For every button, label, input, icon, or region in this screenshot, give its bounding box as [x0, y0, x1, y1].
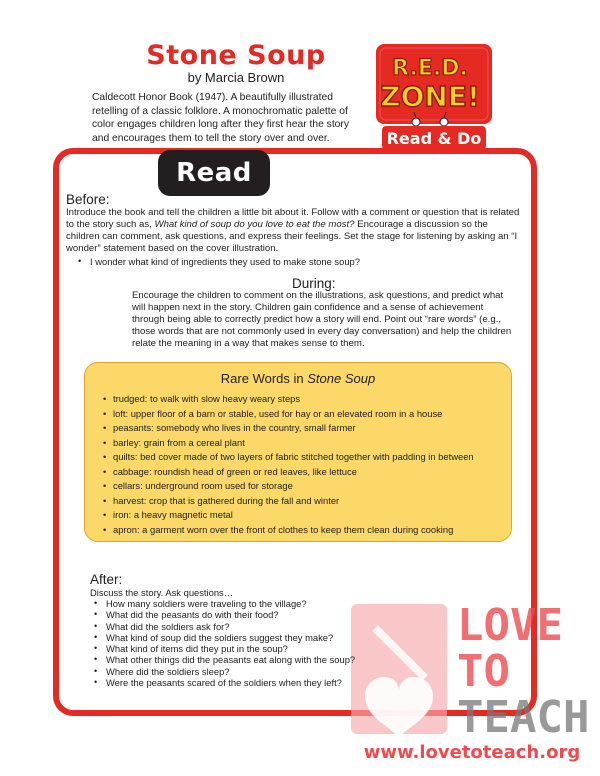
rare-words-box [84, 362, 512, 542]
watermark-line3: TEACH [457, 692, 590, 743]
list-item: • cabbage: roundish head of green or red leaves, like lettuce [101, 465, 501, 480]
before-heading: Before: [66, 192, 110, 207]
list-item: • What did the soldiers ask for? [92, 621, 392, 632]
list-item: • How many soldiers were traveling to the village? [92, 598, 392, 609]
watermark-url: www.lovetoteach.org [363, 742, 581, 763]
rare-words-title: Rare Words in Stone Soup [220, 371, 376, 386]
book-author: by Marcia Brown [187, 70, 285, 85]
list-item: • barley: grain from a cereal plant [101, 436, 501, 451]
before-text: Introduce the book and tell the children a little bit about it. Follow with a comment or question that is related to the story such as, What kind of soup do you love to eat the most? Encourage a discussion so the children can comment, ask questions, and express their feelings. Set the stage for listening by asking an “I wonder” statement based on the cover illustration. [66, 207, 520, 254]
red-zone-logo [374, 42, 494, 152]
list-item: • What kind of items did they put in the soup? [92, 643, 392, 654]
watermark-line2: TO [457, 646, 510, 697]
list-item: • loft: upper floor of a barn or stable, used for hay or an elevated room in a house [101, 407, 501, 422]
after-heading: After: [90, 572, 123, 587]
after-intro: Discuss the story. Ask questions… [90, 587, 234, 598]
list-item: • apron: a garment worn over the front of clothes to keep them clean during cooking [101, 523, 501, 538]
list-item: • I wonder what kind of ingredients they used to make stone soup? [76, 256, 516, 267]
list-item: • Where did the soldiers sleep? [92, 666, 392, 677]
list-item: • trudged: to walk with slow heavy weary steps [101, 392, 501, 407]
rare-words-list [101, 392, 501, 537]
list-item: • What other things did the peasants eat along with the soup? [92, 654, 392, 665]
during-text: Encourage the children to comment on the illustrations, ask questions, and predict what will happen next in the story. Children gain confidence and a sense of achievement through being able to correctly predict how a story will end. Point out “rare words” (e.g., those words that are not commonly used in every day conversation) and help the children relate the meaning in a way that makes sense to them. [132, 290, 512, 349]
during-heading: During: [292, 276, 336, 291]
after-questions [92, 598, 392, 688]
watermark-line1: LOVE [457, 600, 563, 651]
logo-sub: Read & Do [386, 129, 482, 148]
list-item: • peasants: somebody who lives in the country, small farmer [101, 421, 501, 436]
list-item: • cellars: underground room used for storage [101, 479, 501, 494]
logo-line1: R.E.D. [392, 56, 468, 81]
list-item: • quilts: bed cover made of two layers of fabric stitched together with padding in between [101, 450, 501, 465]
before-bullets [76, 256, 516, 267]
list-item: • What did the peasants do with their food? [92, 609, 392, 620]
book-intro: Caldecott Honor Book (1947). A beautifully illustrated retelling of a classic folklore. A monochromatic palette of color engages children long after they first hear the story and encourages them to tell the story over and over. [92, 92, 349, 144]
list-item: • harvest: crop that is gathered during the fall and winter [101, 494, 501, 509]
read-tab: Read [158, 150, 270, 196]
list-item: • Were the peasants scared of the soldiers when they left? [92, 677, 392, 688]
page-title: Stone Soup [146, 40, 326, 71]
list-item: • What kind of soup did the soldiers suggest they make? [92, 632, 392, 643]
logo-line2: ZONE! [380, 80, 480, 113]
list-item: • iron: a heavy magnetic metal [101, 508, 501, 523]
